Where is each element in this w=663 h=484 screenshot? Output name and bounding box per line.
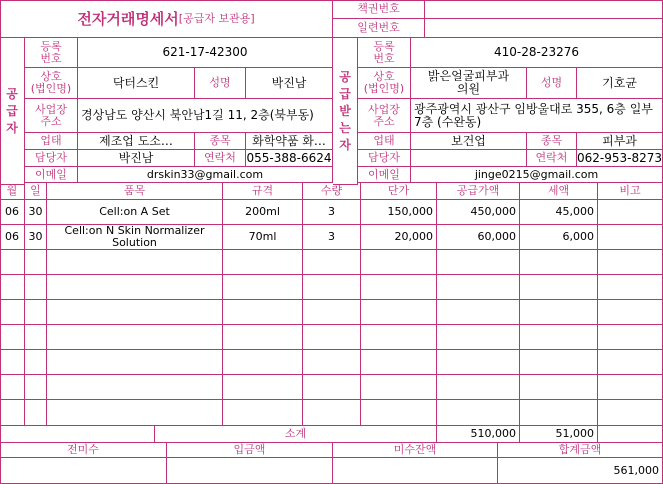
item-unit-price: [361, 400, 437, 426]
buyer-address: 광주광역시 광산구 임방울대로 355, 6층 일부 7층 (수완동): [411, 99, 663, 133]
item-note: [598, 225, 663, 250]
item-spec: [223, 350, 303, 375]
item-item: [47, 300, 223, 325]
buyer-biz-type-label: 업태: [358, 133, 411, 150]
supplier-biz-type-label: 업태: [25, 133, 78, 150]
header-item: 품목: [47, 183, 223, 200]
item-tax: 6,000: [520, 225, 598, 250]
subtotal-note: [598, 426, 663, 443]
subtotal-label: 소계: [155, 426, 437, 443]
title-text: 전자거래명세서: [77, 9, 179, 28]
item-qty: [303, 375, 361, 400]
buyer-email-label: 이메일: [358, 167, 411, 183]
buyer-reg-no: 410-28-23276: [411, 38, 663, 68]
item-day: [25, 400, 47, 426]
item-qty: [303, 250, 361, 275]
header-unit-price: 단가: [361, 183, 437, 200]
item-month: [0, 300, 25, 325]
item-month: [0, 375, 25, 400]
header-day: 일: [25, 183, 47, 200]
supplier-reg-no: 621-17-42300: [78, 38, 333, 68]
item-unit-price: 150,000: [361, 200, 437, 225]
item-note: [598, 300, 663, 325]
item-spec: [223, 300, 303, 325]
item-spec: [223, 325, 303, 350]
supplier-contact: 055-388-6624: [246, 150, 333, 167]
item-day: [25, 275, 47, 300]
footer-prev-unpaid-label: 전미수: [0, 443, 167, 458]
item-note: [598, 350, 663, 375]
item-note: [598, 325, 663, 350]
footer-total-label: 합계금액: [498, 443, 663, 458]
item-unit-price: [361, 250, 437, 275]
item-supply: 60,000: [437, 225, 520, 250]
buyer-biz-item: 피부과: [577, 133, 663, 150]
item-day: [25, 325, 47, 350]
item-supply: 450,000: [437, 200, 520, 225]
header-month: 월: [0, 183, 25, 200]
item-month: [0, 250, 25, 275]
supplier-name-label: 성명: [195, 68, 246, 99]
item-supply: [437, 350, 520, 375]
item-supply: [437, 250, 520, 275]
supplier-contact-label: 연락처: [195, 150, 246, 167]
buyer-side-label: 공 급 받 는 자: [333, 38, 358, 185]
item-month: 06: [0, 200, 25, 225]
item-item: [47, 400, 223, 426]
buyer-email: jinge0215@gmail.com: [411, 167, 663, 183]
item-qty: [303, 400, 361, 426]
item-unit-price: [361, 375, 437, 400]
item-tax: [520, 350, 598, 375]
buyer-name-label: 성명: [527, 68, 577, 99]
item-qty: [303, 325, 361, 350]
item-item: [47, 250, 223, 275]
item-supply: [437, 400, 520, 426]
supplier-name: 박진남: [246, 68, 333, 99]
buyer-company-label: 상호 (법인명): [358, 68, 411, 99]
item-supply: [437, 325, 520, 350]
supplier-side-label: 공 급 자: [0, 38, 25, 185]
item-tax: [520, 400, 598, 426]
item-month: [0, 275, 25, 300]
item-unit-price: [361, 300, 437, 325]
footer-unpaid-balance-value: [333, 458, 498, 484]
item-day: 30: [25, 200, 47, 225]
item-tax: [520, 325, 598, 350]
buyer-manager: [411, 150, 527, 167]
buyer-manager-label: 담당자: [358, 150, 411, 167]
item-supply: [437, 300, 520, 325]
item-day: [25, 350, 47, 375]
supplier-address-label: 사업장 주소: [25, 99, 78, 133]
supplier-biz-item-label: 종목: [195, 133, 246, 150]
item-day: [25, 250, 47, 275]
buyer-contact: 062-953-8273: [577, 150, 663, 167]
item-item: [47, 275, 223, 300]
buyer-biz-item-label: 종목: [527, 133, 577, 150]
item-month: [0, 350, 25, 375]
supplier-biz-type: 제조업 도소…: [78, 133, 195, 150]
item-day: 30: [25, 225, 47, 250]
document-title: [0, 0, 333, 38]
buyer-reg-no-label: 등록 번호: [358, 38, 411, 68]
item-unit-price: 20,000: [361, 225, 437, 250]
book-no-label: 책권번호: [333, 0, 425, 19]
buyer-contact-label: 연락처: [527, 150, 577, 167]
item-unit-price: [361, 275, 437, 300]
title-subtitle: [공급자 보관용]: [178, 11, 255, 25]
item-month: [0, 325, 25, 350]
supplier-email-label: 이메일: [25, 167, 78, 183]
item-spec: [223, 275, 303, 300]
serial-no-value: [425, 19, 663, 38]
item-tax: [520, 375, 598, 400]
item-tax: [520, 300, 598, 325]
footer-received-value: [167, 458, 333, 484]
item-note: [598, 375, 663, 400]
footer-received-label: 입금액: [167, 443, 333, 458]
supplier-reg-no-label: 등록 번호: [25, 38, 78, 68]
item-tax: [520, 250, 598, 275]
subtotal-supply: 510,000: [437, 426, 520, 443]
item-spec: [223, 250, 303, 275]
item-note: [598, 200, 663, 225]
header-note: 비고: [598, 183, 663, 200]
buyer-biz-type: 보건업: [411, 133, 527, 150]
buyer-address-label: 사업장 주소: [358, 99, 411, 133]
header-spec: 규격: [223, 183, 303, 200]
item-qty: 3: [303, 200, 361, 225]
item-month: 06: [0, 225, 25, 250]
header-supply: 공급가액: [437, 183, 520, 200]
header-tax: 세액: [520, 183, 598, 200]
item-month: [0, 400, 25, 426]
book-no-value: [425, 0, 663, 19]
item-item: [47, 350, 223, 375]
item-note: [598, 400, 663, 426]
supplier-biz-item: 화학약품 화…: [246, 133, 333, 150]
item-item: [47, 375, 223, 400]
item-spec: [223, 375, 303, 400]
item-item: Cell:on A Set: [47, 200, 223, 225]
serial-no-label: 일련번호: [333, 19, 425, 38]
item-note: [598, 250, 663, 275]
supplier-company: 닥터스킨: [78, 68, 195, 99]
item-item: Cell:on N Skin Normalizer Solution: [47, 225, 223, 250]
item-qty: [303, 275, 361, 300]
item-day: [25, 300, 47, 325]
supplier-manager: 박진남: [78, 150, 195, 167]
item-tax: 45,000: [520, 200, 598, 225]
supplier-email: drskin33@gmail.com: [78, 167, 333, 183]
subtotal-tax: 51,000: [520, 426, 598, 443]
supplier-address: 경상남도 양산시 북안남1길 11, 2층(북부동): [78, 99, 333, 133]
footer-unpaid-balance-label: 미수잔액: [333, 443, 498, 458]
supplier-company-label: 상호 (법인명): [25, 68, 78, 99]
item-supply: [437, 275, 520, 300]
footer-total-value: 561,000: [498, 458, 663, 484]
item-day: [25, 375, 47, 400]
item-item: [47, 325, 223, 350]
item-tax: [520, 275, 598, 300]
footer-prev-unpaid-value: [0, 458, 167, 484]
subtotal-blank: [0, 426, 155, 443]
item-note: [598, 275, 663, 300]
item-qty: [303, 300, 361, 325]
item-qty: [303, 350, 361, 375]
item-qty: 3: [303, 225, 361, 250]
buyer-company: 밝은얼굴피부과 의원: [411, 68, 527, 99]
item-supply: [437, 375, 520, 400]
buyer-name: 기호균: [577, 68, 663, 99]
supplier-manager-label: 담당자: [25, 150, 78, 167]
header-qty: 수량: [303, 183, 361, 200]
item-spec: [223, 400, 303, 426]
item-spec: 200ml: [223, 200, 303, 225]
item-unit-price: [361, 350, 437, 375]
item-unit-price: [361, 325, 437, 350]
item-spec: 70ml: [223, 225, 303, 250]
